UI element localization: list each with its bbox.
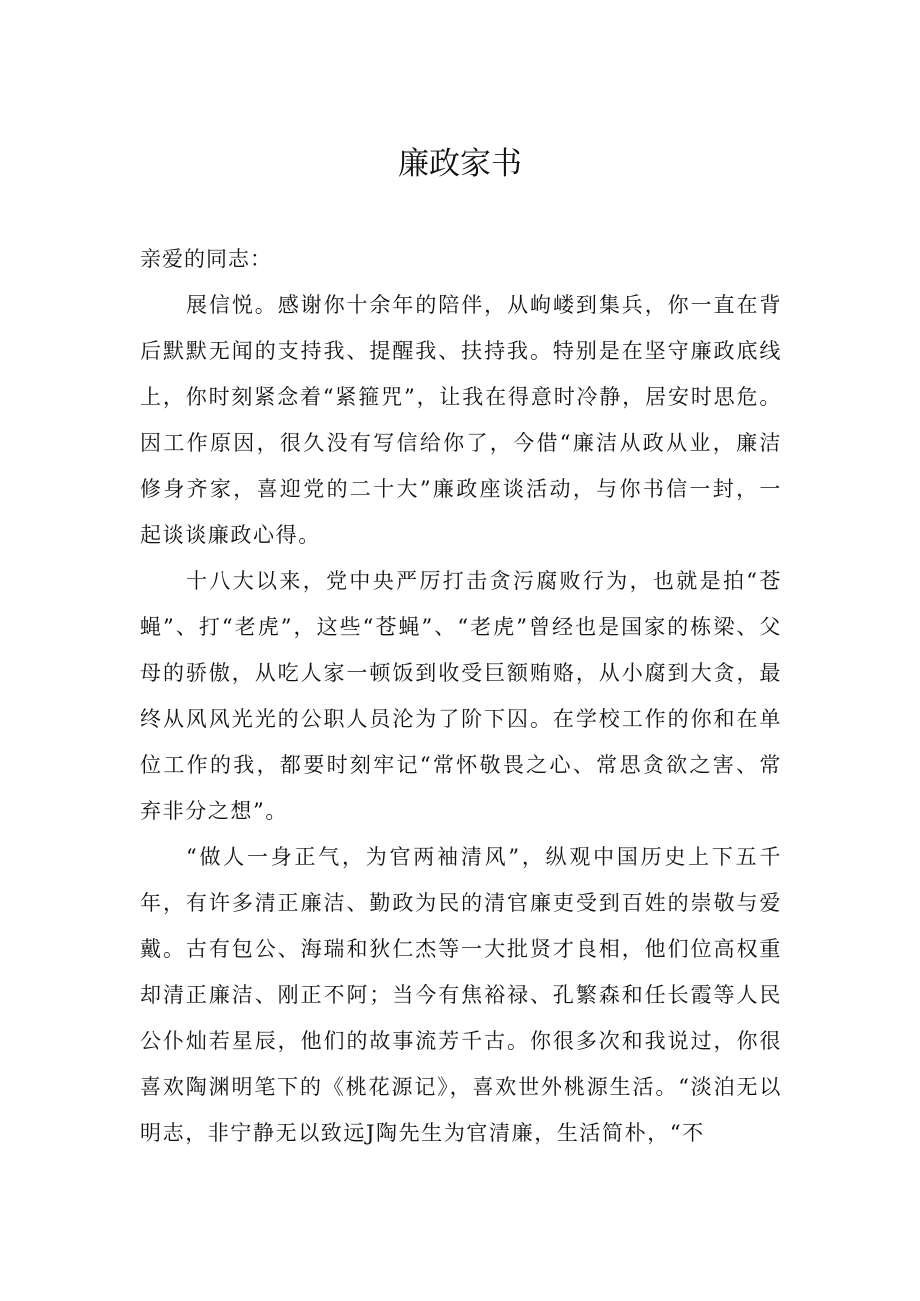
- document-title: 廉政家书: [398, 146, 522, 182]
- salutation: 亲爱的同志：: [140, 247, 272, 271]
- paragraph-2: 十八大以来，党中央严厉打击贪污腐败行为，也就是拍“苍蝇”、打“老虎”，这些“苍蝇”、“老虎”曾经也是国家的栋梁、父母的骄傲，从吃人家一顿饭到收受巨额贿赂，从小腐到大贪，最终从风风光光的公职人员沦为了阶下囚。在学校工作的你和在单位工作的我，都要时刻牢记“常怀敬畏之心、常思贪欲之害、常弃非分之想”。: [140, 569, 782, 823]
- letter-body: [140, 236, 782, 1156]
- paragraph-1: 展信悦。感谢你十余年的陪伴，从岣嵝到集兵，你一直在背后默默无闻的支持我、提醒我、扶持我。特别是在坚守廉政底线上，你时刻紧念着“紧箍咒”，让我在得意时冷静，居安时思危。因工作原因，很久没有写信给你了，今借“廉洁从政从业，廉洁修身齐家，喜迎党的二十大”廉政座谈活动，与你书信一封，一起谈谈廉政心得。: [140, 293, 782, 547]
- paragraph-3: “做人一身正气，为官两袖清风”，纵观中国历史上下五千年，有许多清正廉洁、勤政为民的清官廉吏受到百姓的崇敬与爱戴。古有包公、海瑞和狄仁杰等一大批贤才良相，他们位高权重却清正廉洁、刚正不阿；当今有焦裕禄、孔繁森和任长霞等人民公仆灿若星辰，他们的故事流芳千古。你很多次和我说过，你很喜欢陶渊明笔下的《桃花源记》，喜欢世外桃源生活。“淡泊无以明志，非宁静无以致远J陶先生为官清廉，生活简朴，“不: [140, 845, 782, 1145]
